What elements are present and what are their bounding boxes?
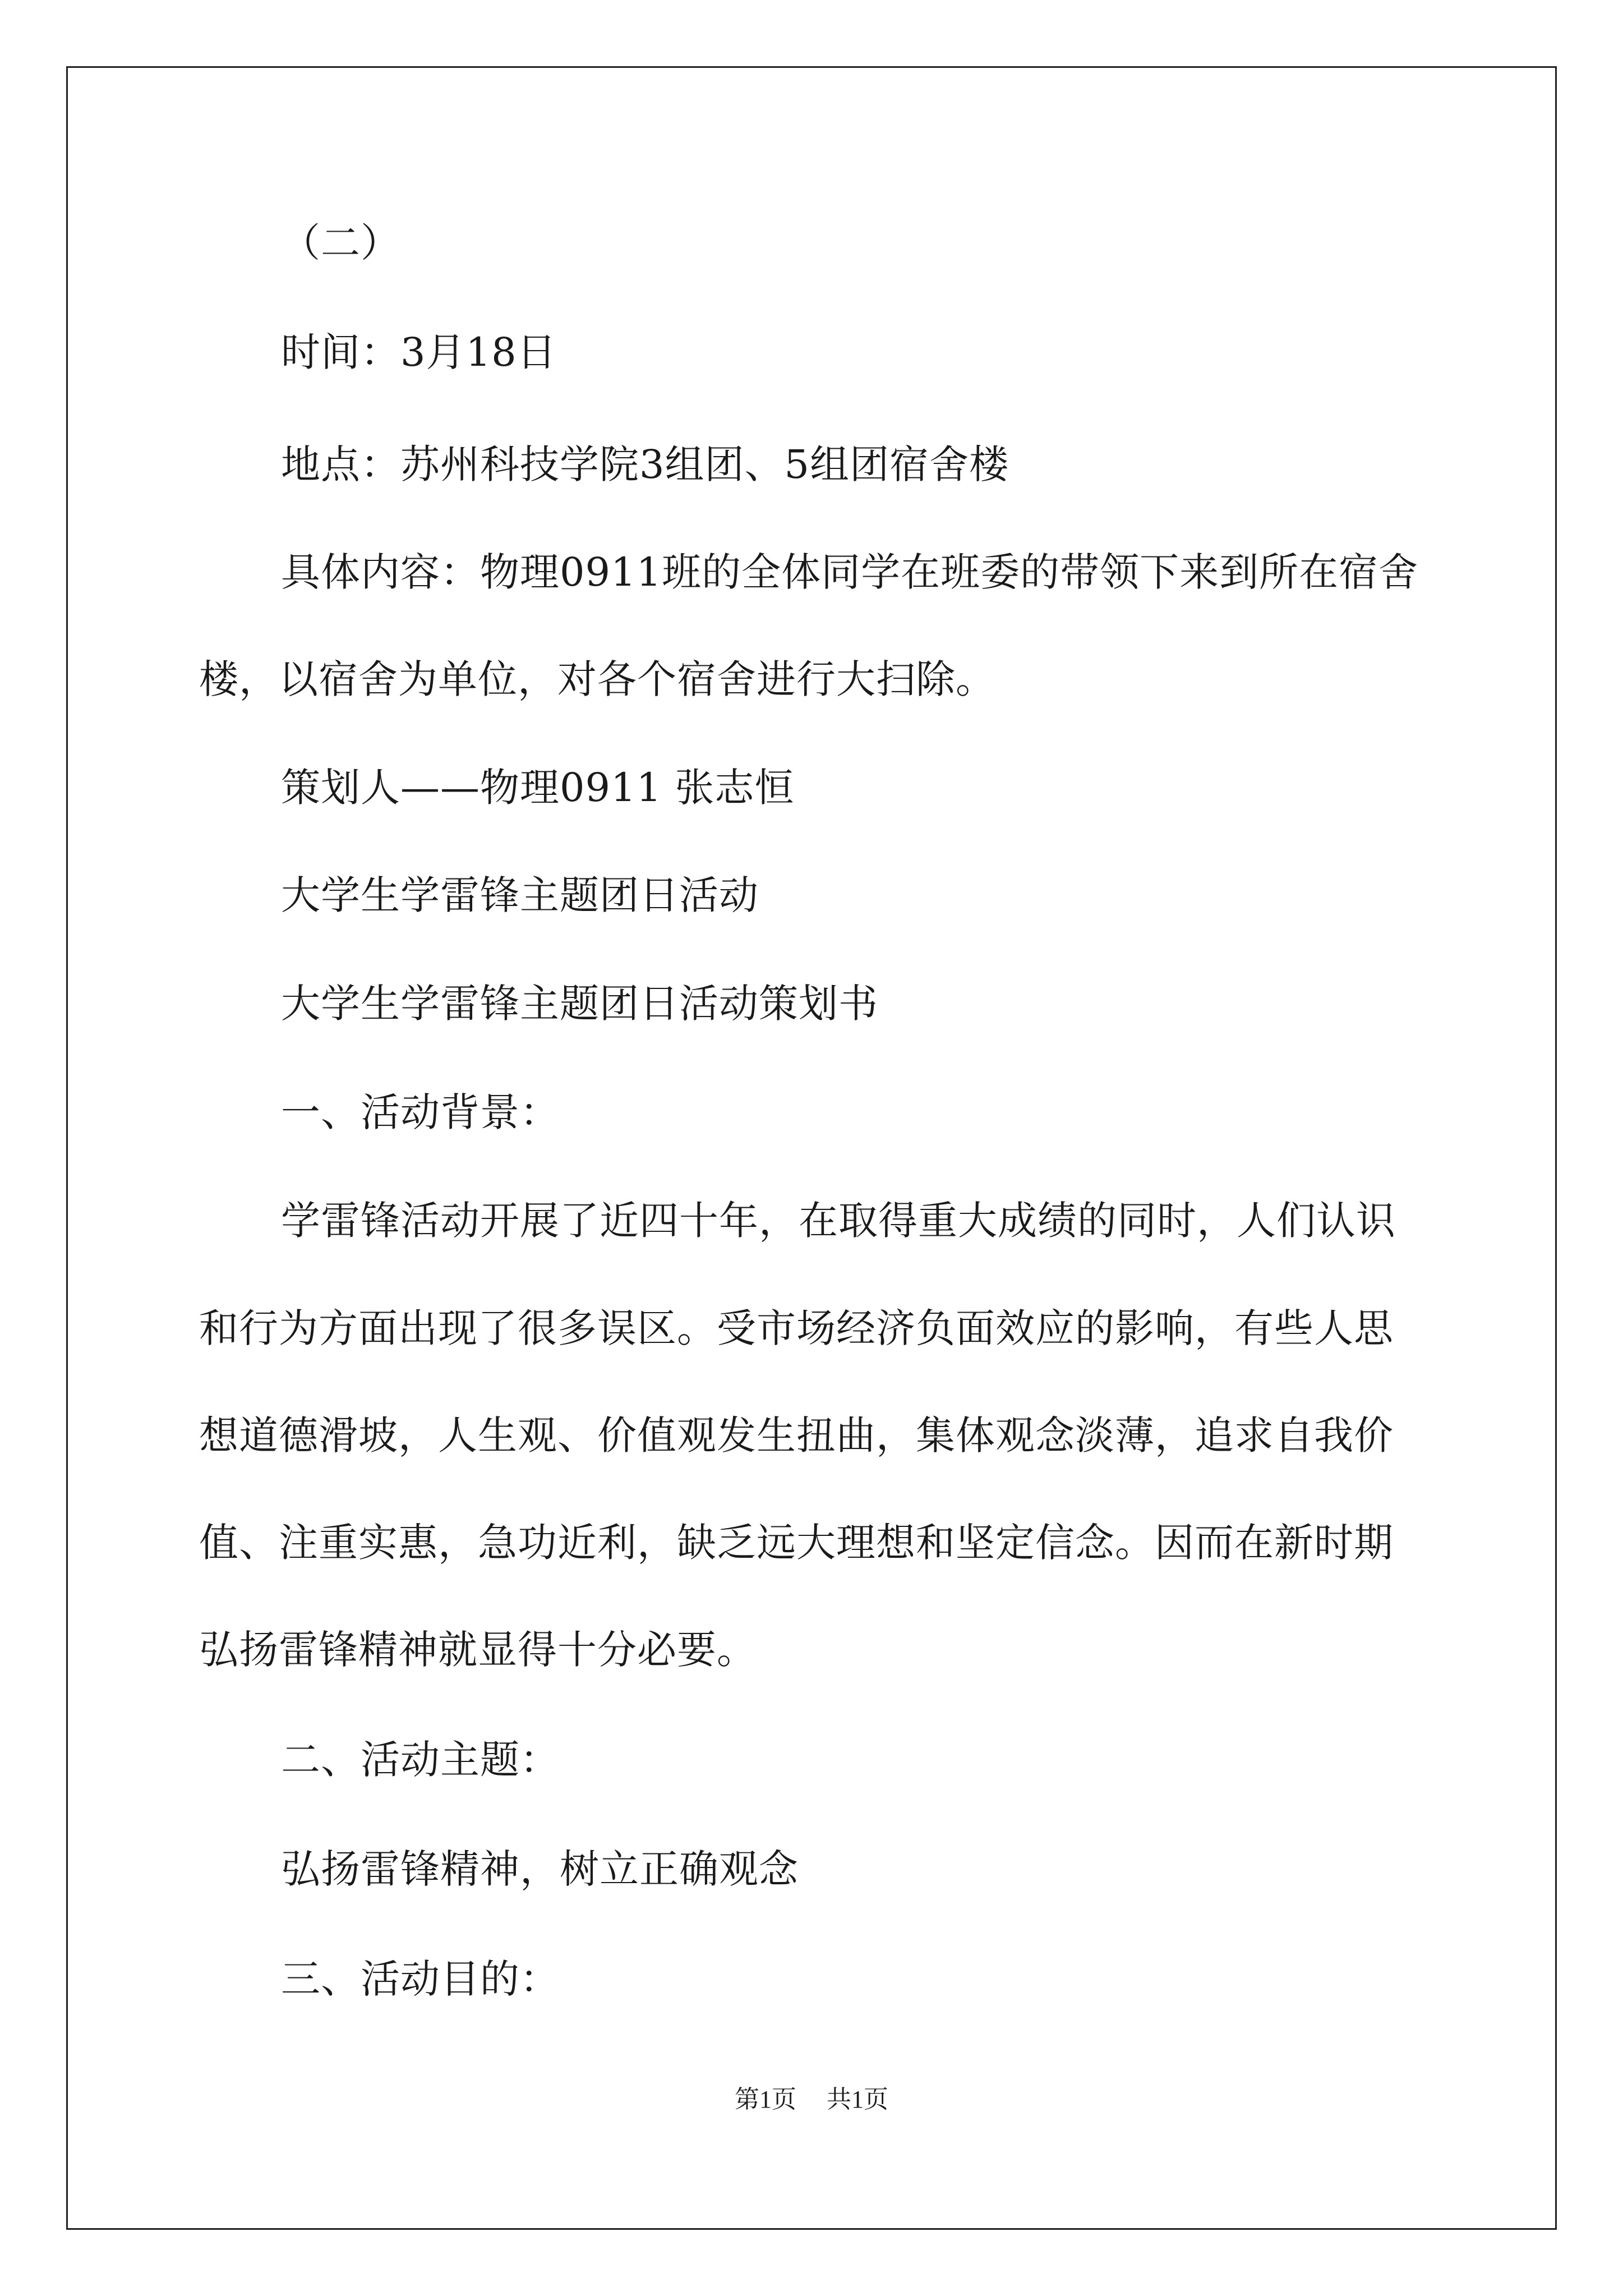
page-border — [66, 66, 1557, 2230]
paragraph-background-line-3: 想道德滑坡，人生观、价值观发生扭曲，集体观念淡薄，追求自我价 — [199, 1412, 1394, 1458]
page-footer — [0, 2084, 1623, 2115]
paragraph-plan-title: 大学生学雷锋主题团日活动策划书 — [281, 981, 878, 1027]
paragraph-background-line-2: 和行为方面出现了很多误区。受市场经济负面效应的影响，有些人思 — [199, 1305, 1394, 1351]
paragraph-section-two: （二） — [281, 220, 400, 266]
paragraph-content-line-1: 具体内容：物理0911班的全体同学在班委的带领下来到所在宿舍 — [281, 549, 1419, 595]
paragraph-background-line-5: 弘扬雷锋精神就显得十分必要。 — [199, 1627, 757, 1673]
heading-purpose: 三、活动目的： — [281, 1956, 560, 2002]
heading-theme: 二、活动主题： — [281, 1737, 560, 1783]
paragraph-content-line-2: 楼，以宿舍为单位，对各个宿舍进行大扫除。 — [199, 656, 995, 702]
paragraph-activity-title: 大学生学雷锋主题团日活动 — [281, 872, 759, 918]
page-current: 第1页 — [735, 2086, 796, 2113]
paragraph-background-line-1: 学雷锋活动开展了近四十年，在取得重大成绩的同时，人们认识 — [281, 1198, 1396, 1244]
heading-background: 一、活动背景： — [281, 1089, 560, 1135]
paragraph-background-line-4: 值、注重实惠，急功近利，缺乏远大理想和坚定信念。因而在新时期 — [199, 1520, 1394, 1566]
paragraph-planner: 策划人——物理0911 张志恒 — [281, 765, 795, 811]
paragraph-location: 地点：苏州科技学院3组团、5组团宿舍楼 — [281, 441, 1009, 487]
paragraph-time: 时间：3月18日 — [281, 329, 557, 375]
page-total: 共1页 — [827, 2086, 888, 2113]
paragraph-theme: 弘扬雷锋精神，树立正确观念 — [281, 1846, 799, 1892]
